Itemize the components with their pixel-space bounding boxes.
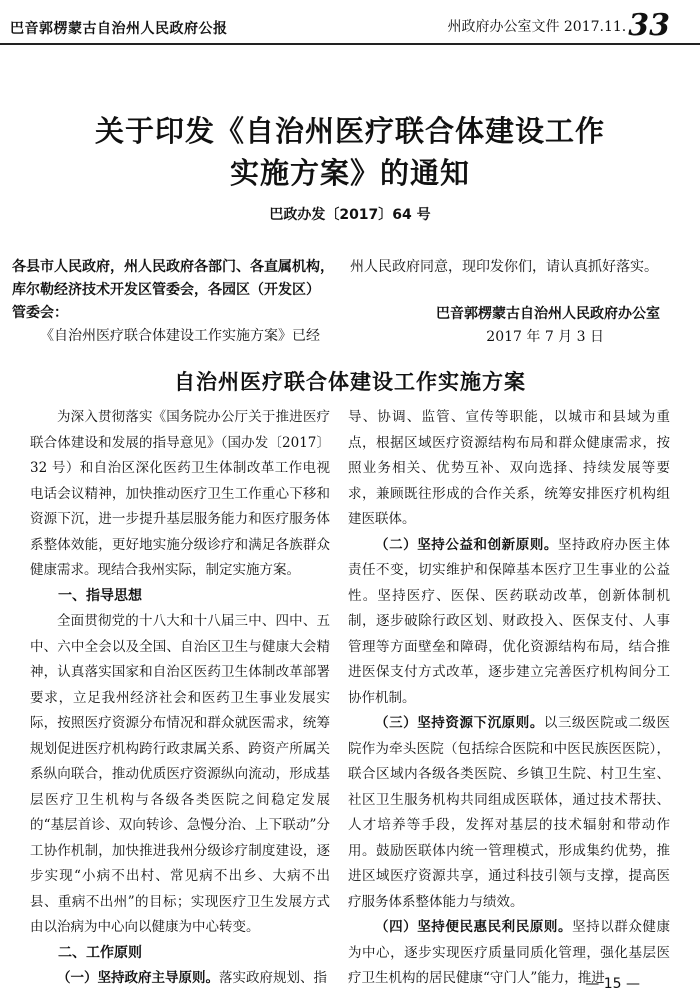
principle-1-lead: （一）坚持政府主导原则。: [57, 970, 219, 986]
addressee-line2: 库尔勒经济技术开发区管委会，各园区（开发区）: [12, 282, 320, 298]
principle-4-lead: （四）坚持便民惠民利民原则。: [375, 919, 573, 935]
issue-info: [447, 8, 670, 43]
issue-page-number: 33: [628, 8, 670, 43]
intro-paragraph: 为深入贯彻落实《国务院办公厅关于推进医疗联合体建设和发展的指导意见》（国办发〔2017〕32 号）和自治区深化医药卫生体制改革工作电视电话会议精神，加快推动医疗卫生工作重心下移和资源下沉，进一步提升基层服务能力和医疗服务体系整体效能，更好地实施分级诊疗和满足各族群众健康需求。现结合我州实际，制定实施方案。: [30, 409, 330, 578]
principle-2-lead: （二）坚持公益和创新原则。: [375, 536, 558, 553]
addressee-line3: 管委会：: [12, 305, 68, 321]
plan-title: 自治州医疗联合体建设工作实施方案: [174, 369, 526, 394]
page-number: — 15 —: [585, 976, 640, 992]
header-divider: [0, 43, 700, 45]
section-heading-guiding: 一、指导思想: [58, 587, 142, 604]
notice-title-line1: 关于印发《自治州医疗联合体建设工作: [94, 114, 605, 148]
principle-3-text: 以三级医院或二级医院作为牵头医院（包括综合医院和中医民族医医院），联合区域内各级各类医院、乡镇卫生院、村卫生室、社区卫生服务机构共同组成医联体，通过技术帮扶、人才培养等手段，发挥对基层的技术辐射和带动作用。鼓励医联体内统一管理模式，形成集约优势，推进区域医疗资源共享，通过科技引领与支撑，提高医疗服务体系整体能力与绩效。: [348, 715, 671, 910]
notice-body-right: 州人民政府同意，现印发你们，请认真抓好落实。: [350, 259, 658, 275]
principle-3: [348, 711, 670, 915]
notice-body-left: 《自治州医疗联合体建设工作实施方案》已经: [40, 328, 320, 344]
notice-title-line2: 实施方案》的通知: [229, 156, 470, 190]
left-column: [30, 405, 330, 992]
issue-label: 州政府办公室文件 2017.11.: [447, 19, 627, 35]
addressee-line1: 各县市人民政府，州人民政府各部门、各直属机构，: [12, 259, 334, 275]
principle-2-text: 坚持政府办医主体责任不变，切实维护和保障基本医疗卫生事业的公益性。坚持医疗、医保、医药联动改革，创新体制机制，逐步破除行政区划、财政投入、医保支付、人事管理等方面壁垒和障碍，优化资源结构布局，结合推进医保支付方式改革，逐步建立完善医疗机构间分工协作机制。: [348, 536, 671, 706]
principle-1-continued: 导、协调、监管、宣传等职能，以城市和县域为重点，根据区域医疗资源结构布局和群众健康需求，按照业务相关、优势互补、双向选择、持续发展等要求，兼顾既往形成的合作关系，统筹安排医疗机构组建医联体。: [348, 409, 670, 527]
document-number: 巴政办发〔2017〕64 号: [269, 207, 431, 223]
principle-2: [348, 533, 670, 712]
guiding-paragraph: 全面贯彻党的十八大和十八届三中、四中、五中、六中全会以及全国、自治区卫生与健康大会精神，认真落实国家和自治区医药卫生体制改革部署要求，立足我州经济社会和医药卫生事业发展实际，按照医疗资源分布情况和群众就医需求，统筹规划促进医疗机构跨行政隶属关系、跨资产所属关系纵向联合，推动优质医疗资源纵向流动，形成基层医疗卫生机构与各级各类医院之间稳定发展的“基层首诊、双向转诊、急慢分治、上下联动”分工协作机制，加快推进我州分级诊疗制度建设，逐步实现“小病不出村、常见病不出乡、大病不出县、重病不出州”的目标；实现医疗卫生发展方式由以治病为中心向以健康为中心转变。: [30, 613, 330, 935]
principle-1-start: [30, 966, 330, 992]
principle-4-text: 坚持以群众健康为中心，逐步实现医疗质量同质化管理，强化基层医疗卫生机构的居民健康“守门人”能力，推进: [348, 919, 671, 986]
section-heading-principles: 二、工作原则: [58, 944, 142, 961]
gazette-name: 巴音郭楞蒙古自治州人民政府公报: [10, 21, 228, 37]
right-column: [348, 405, 670, 992]
principle-3-lead: （三）坚持资源下沉原则。: [375, 715, 544, 731]
principle-1-text: 落实政府规划、指: [219, 970, 327, 986]
issuer: 巴音郭楞蒙古自治州人民政府办公室: [436, 306, 660, 322]
issue-date: 2017 年 7 月 3 日: [486, 329, 604, 345]
